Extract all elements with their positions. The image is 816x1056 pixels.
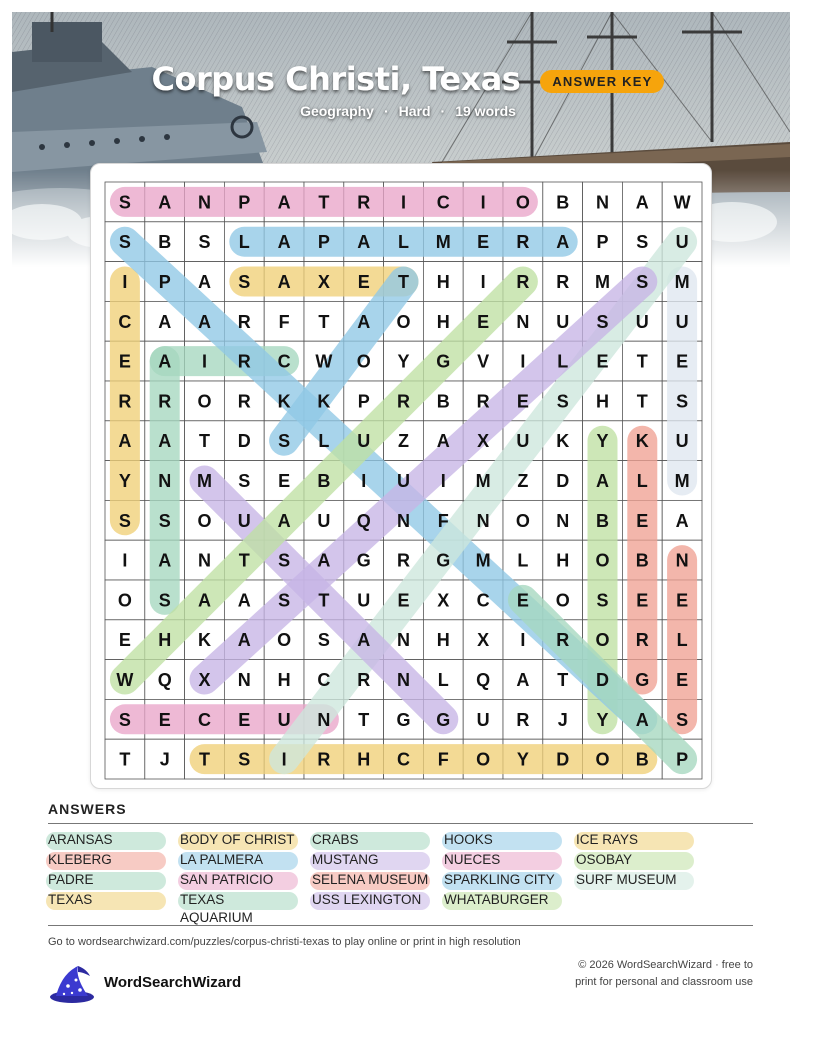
grid-letter: P [317, 232, 330, 253]
grid-letter: R [237, 311, 251, 332]
grid-letter: Y [596, 431, 609, 452]
grid-letter: K [198, 630, 211, 651]
grid-letter: A [158, 351, 172, 372]
grid-letter: R [516, 709, 530, 730]
answer-word: ICE RAYS [576, 832, 639, 847]
grid-letter: I [281, 749, 287, 770]
answer-word: BODY OF CHRIST [180, 832, 295, 847]
grid-letter: J [159, 749, 170, 770]
grid-letter: W [315, 351, 333, 372]
grid-letter: M [674, 272, 690, 292]
grid-letter: L [636, 471, 648, 491]
grid-letter: O [595, 630, 610, 651]
grid-letter: E [676, 670, 689, 690]
answer-word: MUSTANG [312, 852, 379, 867]
answer-word: USS LEXINGTON [312, 892, 422, 907]
answer-item [48, 831, 168, 849]
grid-letter: L [676, 630, 688, 651]
grid-letter: Q [356, 510, 371, 531]
grid-letter: E [676, 351, 689, 372]
grid-letter: B [635, 550, 649, 571]
grid-letter: S [676, 391, 689, 412]
grid-letter: E [357, 272, 370, 292]
grid-letter: U [675, 232, 689, 253]
grid-letter: I [400, 192, 407, 213]
grid-letter: R [397, 550, 410, 571]
grid-letter: A [675, 510, 689, 531]
grid-letter: S [118, 232, 131, 253]
grid-letter: U [317, 510, 331, 531]
grid-letter: O [396, 311, 411, 332]
grid-letter: K [277, 391, 291, 412]
grid-letter: R [635, 630, 649, 651]
grid-letter: A [158, 192, 172, 213]
grid-letter: T [199, 431, 210, 452]
grid-letter: S [278, 550, 291, 571]
grid-letter: O [117, 590, 132, 611]
grid-letter: I [122, 550, 128, 571]
answer-word: ARANSAS [48, 832, 113, 847]
answer-word: WHATABURGER [444, 892, 549, 907]
answer-word: PADRE [48, 872, 94, 887]
grid-letter: R [556, 272, 570, 292]
grid-letter: C [436, 192, 450, 213]
grid-letter: T [119, 749, 131, 770]
grid-letter: H [158, 630, 172, 651]
grid-letter: T [318, 192, 330, 213]
grid-letter: A [277, 192, 291, 213]
grid-letter: R [158, 391, 172, 412]
copyright-text: © 2026 WordSearchWizard · free to print for personal and classroom use [575, 959, 753, 988]
grid-letter: H [277, 670, 291, 690]
footer-link[interactable]: Go to wordsearchwizard.com/puzzles/corpus-christi-texas to play online or print in high resolution [48, 936, 521, 948]
grid-letter: N [397, 630, 410, 651]
grid-letter: G [356, 550, 371, 571]
answer-item [312, 851, 432, 869]
grid-letter: T [318, 590, 330, 611]
answer-item [312, 871, 432, 889]
grid-letter: Y [596, 709, 609, 730]
grid-letter: U [476, 709, 490, 730]
grid-letter: L [557, 351, 569, 372]
grid-letter: I [122, 272, 128, 292]
grid-letter: G [436, 550, 451, 571]
answer-item [180, 871, 300, 889]
answer-item [48, 851, 168, 869]
grid-letter: R [317, 749, 331, 770]
grid-letter: E [676, 590, 689, 611]
wizard-hat-icon [48, 964, 96, 1009]
grid-letter: B [556, 192, 570, 213]
grid-letter: T [636, 351, 648, 372]
grid-letter: F [437, 749, 449, 770]
divider [48, 823, 753, 824]
grid-letter: Q [157, 670, 172, 690]
grid-letter: F [437, 510, 449, 531]
grid-letter: S [556, 391, 569, 412]
grid-letter: E [118, 630, 131, 651]
grid-letter: A [357, 311, 371, 332]
answer-item [444, 851, 564, 869]
difficulty-label: Hard [398, 103, 431, 119]
grid-letter: S [198, 232, 211, 253]
grid-letter: U [516, 431, 530, 452]
grid-letter: O [555, 590, 570, 611]
grid-letter: L [517, 550, 529, 571]
grid-letter: A [436, 431, 450, 452]
grid-letter: T [398, 272, 409, 292]
answer-word: SPARKLING CITY [444, 872, 555, 887]
answers-heading: ANSWERS [48, 801, 127, 817]
grid-letter: T [358, 709, 370, 730]
grid-letter: A [357, 630, 371, 651]
answer-item [576, 831, 696, 849]
grid-letter: N [675, 550, 689, 571]
grid-letter: R [516, 272, 530, 292]
answer-item [48, 871, 168, 889]
grid-letter: N [397, 670, 410, 690]
grid-letter: I [201, 351, 208, 372]
category-label: Geography [300, 103, 374, 119]
grid-letter: W [116, 670, 134, 690]
grid-letter: O [595, 749, 610, 770]
grid-letter: A [516, 670, 530, 690]
grid-letter: C [317, 670, 331, 690]
grid-letter: I [480, 272, 486, 292]
answer-item [576, 871, 696, 889]
grid-letter: K [556, 431, 570, 452]
grid-letter: Z [398, 431, 409, 452]
grid-letter: S [118, 709, 131, 730]
grid-letter: E [477, 232, 490, 253]
grid-letter: R [357, 670, 371, 690]
grid-letter: A [277, 232, 291, 253]
meta-separator: · [383, 103, 389, 119]
grid-letter: U [635, 311, 649, 332]
grid-letter: S [676, 709, 689, 730]
grid-letter: L [238, 232, 250, 253]
grid-letter: O [476, 749, 491, 770]
grid-letter: A [277, 272, 291, 292]
grid-letter: S [596, 311, 609, 332]
grid-letter: M [197, 471, 212, 491]
grid-letter: S [158, 510, 171, 531]
grid-letter: U [237, 510, 251, 531]
grid-letter: A [158, 431, 172, 452]
grid-letter: E [636, 510, 649, 531]
grid-letter: E [477, 311, 490, 332]
grid-letter: I [361, 471, 367, 491]
grid-letter: R [397, 391, 410, 412]
grid-letter: Y [516, 749, 529, 770]
answer-item [444, 891, 564, 909]
grid-letter: R [237, 351, 251, 372]
letter-grid [91, 164, 711, 788]
grid-letter: N [198, 192, 211, 213]
grid-letter: R [118, 391, 132, 412]
grid-letter: M [595, 272, 610, 292]
grid-letter: N [516, 311, 530, 332]
grid-letter: O [515, 510, 530, 531]
answer-item [180, 851, 300, 869]
grid-letter: E [118, 351, 131, 372]
grid-letter: R [516, 232, 530, 253]
grid-letter: C [397, 749, 410, 770]
grid-letter: A [635, 192, 649, 213]
grid-letter: Y [118, 471, 131, 491]
grid-letter: S [238, 272, 251, 292]
grid-letter: U [357, 590, 371, 611]
answer-word: OSOBAY [576, 852, 633, 867]
grid-letter: D [596, 670, 609, 690]
answer-item [180, 891, 300, 925]
grid-letter: E [397, 590, 410, 611]
answer-item [576, 851, 696, 869]
grid-letter: S [238, 471, 251, 491]
grid-letter: S [278, 590, 291, 611]
grid-letter: X [477, 431, 490, 452]
brand-name: WordSearchWizard [104, 974, 242, 991]
grid-letter: X [317, 272, 330, 292]
grid-letter: A [237, 630, 251, 651]
grid-letter: Y [397, 351, 410, 372]
grid-letter: C [476, 590, 490, 611]
grid-letter: L [398, 232, 409, 253]
grid-letter: H [596, 391, 609, 412]
grid-letter: E [278, 471, 291, 491]
grid-letter: A [277, 510, 291, 531]
answer-key-badge: ANSWER KEY [540, 70, 664, 93]
grid-letter: R [556, 630, 570, 651]
grid-letter: N [556, 510, 570, 531]
grid-letter: D [556, 749, 570, 770]
grid-letter: F [278, 311, 290, 332]
grid-letter: G [635, 670, 650, 690]
grid-letter: P [676, 749, 689, 770]
grid-letter: P [238, 192, 251, 213]
grid-letter: I [480, 192, 486, 213]
grid-letter: N [237, 670, 251, 690]
grid-letter: D [556, 471, 570, 491]
grid-letter: S [158, 590, 171, 611]
grid-letter: S [596, 590, 609, 611]
grid-letter: K [317, 391, 331, 412]
answer-word: SURF MUSEUM [576, 872, 677, 887]
grid-letter: H [556, 550, 570, 571]
grid-letter: N [317, 709, 331, 730]
grid-letter: I [520, 351, 526, 372]
grid-letter: H [436, 311, 450, 332]
divider [48, 925, 753, 926]
grid-letter: S [317, 630, 330, 651]
grid-letter: A [198, 590, 211, 611]
meta-separator: · [440, 103, 446, 119]
grid-letter: T [199, 749, 210, 770]
answer-word: SAN PATRICIO [180, 872, 274, 887]
grid-letter: L [318, 431, 330, 452]
grid-letter: E [596, 351, 609, 372]
grid-letter: D [237, 431, 251, 452]
answer-word: KLEBERG [48, 852, 112, 867]
grid-letter: E [516, 391, 529, 412]
grid-letter: P [158, 272, 171, 292]
answer-word: CRABS [312, 832, 359, 847]
answer-item [180, 831, 300, 849]
grid-letter: S [118, 510, 131, 531]
grid-letter: S [118, 192, 131, 213]
grid-letter: E [636, 590, 649, 611]
grid-letter: A [118, 431, 132, 452]
grid-letter: H [436, 630, 450, 651]
grid-letter: O [197, 391, 212, 412]
puzzle-board [90, 163, 712, 789]
answer-word: TEXAS AQUARIUM [180, 892, 253, 925]
grid-letter: P [357, 391, 370, 412]
grid-letter: A [357, 232, 371, 253]
grid-letter: A [158, 311, 172, 332]
grid-letter: T [318, 311, 330, 332]
grid-letter: T [636, 391, 648, 412]
grid-letter: A [596, 471, 609, 491]
grid-letter: O [277, 630, 292, 651]
grid-letter: U [397, 471, 410, 491]
grid-letter: N [397, 510, 410, 531]
grid-letter: O [595, 550, 610, 571]
puzzle-meta [0, 103, 816, 119]
grid-letter: E [238, 709, 251, 730]
grid-letter: M [674, 471, 690, 491]
grid-letter: B [596, 510, 609, 531]
grid-letter: Q [476, 670, 491, 690]
grid-letter: N [158, 471, 172, 491]
grid-letter: M [475, 550, 491, 571]
grid-letter: X [198, 670, 211, 690]
grid-letter: O [515, 192, 530, 213]
grid-letter: V [477, 351, 490, 372]
answer-word: NUECES [444, 852, 501, 867]
grid-letter: B [317, 471, 331, 491]
grid-letter: H [357, 749, 371, 770]
grid-letter: A [635, 709, 649, 730]
grid-letter: S [636, 232, 649, 253]
grid-letter: G [436, 351, 451, 372]
page-title: Corpus Christi, Texas [151, 60, 521, 98]
title-row [0, 60, 816, 98]
answer-item [444, 831, 564, 849]
grid-letter: A [158, 550, 172, 571]
grid-letter: I [520, 630, 526, 651]
grid-letter: R [476, 391, 490, 412]
grid-letter: A [317, 550, 331, 571]
grid-letter: A [198, 311, 211, 332]
answer-item [444, 871, 564, 889]
grid-letter: U [556, 311, 570, 332]
grid-letter: R [237, 391, 251, 412]
grid-letter: X [437, 590, 450, 611]
grid-letter: A [556, 232, 570, 253]
grid-letter: W [673, 192, 691, 213]
grid-letter: U [675, 431, 689, 452]
grid-letter: K [635, 431, 649, 452]
grid-letter: U [277, 709, 291, 730]
grid-letter: T [557, 670, 569, 690]
grid-letter: G [396, 709, 411, 730]
grid-letter: A [237, 590, 251, 611]
grid-letter: R [357, 192, 371, 213]
grid-letter: S [238, 749, 251, 770]
grid-letter: B [436, 391, 450, 412]
grid-letter: O [197, 510, 212, 531]
answer-word: LA PALMERA [180, 852, 264, 867]
grid-letter: O [356, 351, 371, 372]
answer-item [312, 891, 432, 909]
grid-letter: A [198, 272, 211, 292]
grid-letter: E [158, 709, 171, 730]
grid-letter: M [435, 232, 451, 253]
grid-letter: E [516, 590, 529, 611]
grid-letter: H [436, 272, 450, 292]
grid-letter: B [635, 749, 649, 770]
grid-letter: B [158, 232, 172, 253]
answer-word: SELENA MUSEUM [312, 872, 429, 887]
grid-letter: N [198, 550, 211, 571]
grid-letter: N [476, 510, 490, 531]
grid-letter: M [475, 471, 491, 491]
grid-letter: X [477, 630, 490, 651]
grid-letter: J [557, 709, 568, 730]
grid-letter: S [636, 272, 649, 292]
answer-word: TEXAS [48, 892, 93, 907]
answer-word: HOOKS [444, 832, 493, 847]
grid-letter: G [436, 709, 451, 730]
grid-letter: C [277, 351, 291, 372]
grid-letter: L [437, 670, 449, 690]
grid-letter: T [238, 550, 250, 571]
grid-letter: C [118, 311, 132, 332]
grid-letter: S [278, 431, 291, 452]
grid-letter: I [440, 471, 446, 491]
grid-letter: P [596, 232, 609, 253]
grid-letter: C [198, 709, 211, 730]
grid-letter: N [596, 192, 609, 213]
grid-letter: Z [517, 471, 529, 491]
grid-letter: U [357, 431, 371, 452]
word-count-label: 19 words [455, 103, 516, 119]
answer-item [48, 891, 168, 909]
answer-item [312, 831, 432, 849]
grid-letter: U [675, 311, 689, 332]
